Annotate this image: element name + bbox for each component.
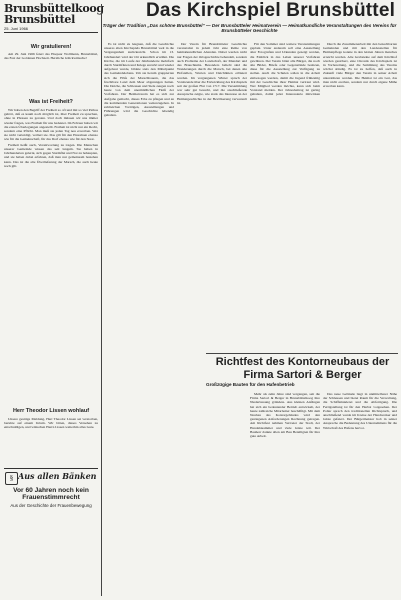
second-headline: Richtfest des Kontorneubaus der Firma Sartori & Berger xyxy=(215,356,390,381)
second-col-2 xyxy=(323,392,397,594)
main-col-3 xyxy=(250,42,320,352)
masthead-date: 25. Juni 1966 xyxy=(4,26,29,31)
main-col-3-text: Für den Sommer sind weitere Veranstaltungen geplant. Unter anderem soll eine Ausstellung alter Fotografien und Urkunden gezeigt werden, die Einblick in das Leben unserer Vorfahren gewähren. Der Verein bittet alle Bürger, die noch alte Bilder, Briefe oder Gegenstände besitzen, diese für die Ausstellung zur Verfügung zu stellen. Auch die Schulen sollen in die Arbeit einbezogen werden, damit die Jugend frühzeitig mit der Geschichte ihrer Heimat vertraut wird. Wer Mitglied werden möchte, kann sich beim Vorstand melden. Der Jahresbeitrag ist gering gehalten, damit jeder Interessierte mitwirken kann. xyxy=(250,42,320,101)
feature-box xyxy=(4,468,98,597)
brand-logo-icon: § xyxy=(5,472,18,485)
main-col-1 xyxy=(104,42,174,592)
masthead xyxy=(4,2,104,33)
second-col-2-text: Das neue Gebäude liegt in unmittelbarer Nähe der Schleusen und bietet Raum für die Verwaltung, die Schiffsmaklerei und die Abfertigung. Die Fertigstellung ist für den Herbst vorgesehen. Der Polier sprach den traditionellen Richtspruch, und anschließend wurde im Kreise der Handwerker und Gäste gefeiert. Der Bürgermeister hob in seiner Ansprache die Bedeutung des Unternehmens für die Wirtschaft des Hafens hervor. xyxy=(323,392,397,430)
main-col-1-text: Es ist nicht zu leugnen, daß die Geschichte unseres alten Kirchspiels Brunsbüttel weit in die Vergangenheit zurückreicht. Schon im 13. Jahrhundert wird der Ort urkundlich erwähnt. Die Kirche, die im Laufe der Jahrhunderte mehrfach durch Sturmfluten und Kriege zerstört und wieder aufgebaut wurde, bildete stets den Mittelpunkt des Gemeindelebens. Um sie herum gruppierten sich die Höfe der Marschbauern, die das fruchtbare Land dem Meer abgerungen hatten. Die Deiche, die Schleusen und Siele zeugen noch heute von dem unermüdlichen Fleiß der Vorfahren. Der Heimatverein hat es sich zur Aufgabe gemacht, dieses Erbe zu pflegen und an die kommenden Generationen weiterzugeben. In zahlreichen Vorträgen, Ausstellungen und Führungen wird die Geschichte lebendig gehalten. xyxy=(104,42,174,118)
masthead-rule xyxy=(4,32,98,33)
main-col-2 xyxy=(177,42,247,592)
feature-headline: Vor 60 Jahren noch kein Frauenstimmrecht xyxy=(13,487,89,502)
column-divider xyxy=(101,4,102,596)
second-lead: Großzügige Bauten für den Hafenbetrieb xyxy=(206,382,295,387)
second-col-1 xyxy=(250,392,320,594)
left-body-3: Unsere gestrige Meldung, Herr Theodor Lissen sei verstorben, beruhte auf einem Irrtum. Wir bitten, dieses Versehen zu entschuldigen, und wünschen Herrn Lissen weiterhin alles Gute. xyxy=(4,417,98,430)
main-headline: Das Kirchspiel Brunsbüttel xyxy=(146,0,396,21)
second-col-1-text: Mehr als zehn Jahre sind vergangen, seit die Firma Sartori & Berger in Brunsbüttelkoog ihre Niederlassung gründete. Aus kleinen Anfängen hat sich ein bedeutender Betrieb entwickelt, der heute zahlreiche Mitarbeiter beschäftigt. Mit dem Neubau des Kontorgebäudes wird den gestiegenen Anforderungen Rechnung getragen. Am Richtfest nahmen Vertreter der Stadt, der Handelskammer und viele Gäste teil. Der Bauherr dankte allen am Bau Beteiligten für ihre gute Arbeit. xyxy=(250,392,320,439)
left-para-1 xyxy=(4,52,98,94)
main-subheadline: Träger der Tradition „Das schöne Brunsbüttel“ — Der Brunsbütteler Heimatverein — Heimatkundliche Veranstaltungen des Vereins für Brunsbütteler Geschichte xyxy=(102,23,397,34)
main-col-2-text: Der Verein für Brunsbütteler Geschichte veranstaltet in jedem Jahr eine Reihe von heimatkundlichen Abenden. Dabei werden nicht nur Fragen der Ortsgeschichte behandelt, sondern auch Probleme der Landschaft, der Mundart und des Brauchtums. Besonders beliebt sind die Wanderungen durch die Marsch, bei denen alte Hofstellen, Wurten und Deichlinien erläutert werden. Im vergangenen Winter sprach der Vorsitzende über die Entwicklung des Kirchspiels seit der großen Flut von 1717. Die Versammlung war sehr gut besucht, und die anschließende Aussprache zeigte, wie stark das Interesse an der Heimatgeschichte in der Bevölkerung verwurzelt ist. xyxy=(177,42,247,105)
kicker-freedom: Was ist Freiheit? xyxy=(29,99,73,105)
feature-subline: Aus der Geschichte der Frauenbewegung xyxy=(10,502,92,508)
left-para-1-text: Am 29. Juni 1966 feiert das Ehepaar Wollmann, Brunsbüttel, das Fest der Goldenen Hochzeit. Herzliche Glückwünsche! xyxy=(4,52,98,61)
kicker-congratulations: Wir gratulieren! xyxy=(30,44,72,50)
left-body-lissen xyxy=(4,417,98,465)
masthead-line2: Brunsbüttel xyxy=(4,13,76,26)
left-body-2: Freiheit heißt auch, Verantwortung zu tragen. Die Menschen unserer Gemeinde wissen das seit langem. Sie haben in Jahrhunderten gelernt, sich gegen Sturmflut und Not zu behaupten, und sie haben dabei erfahren, daß man nur gemeinsam bestehen kann. Das ist die alte Überlieferung der Marsch, die auch heute noch gilt. xyxy=(4,142,98,168)
main-col-4 xyxy=(323,42,397,352)
kicker-lissen: Herr Theodor Lissen wohlauf xyxy=(12,408,90,414)
left-body-1: Wir haben den Begriff der Freiheit so oft und mit so viel Pathos gehört, daß es kaum noch möglich ist, über Freiheit zu sprechen, ohne in Phrasen zu geraten. Und doch müssen wir uns immer wieder fragen, was Freiheit für uns bedeutet. Im Februar haben wir die ersten Überlegungen angestellt. Freiheit ist nicht nur ein Recht, sondern eine Pflicht. Man muß sie jeden Tag neu erwerben. Wer sie nicht verteidigt, verliert sie. Das gilt für den Einzelnen ebenso wie für die Gemeinschaft, für das Dorf ebenso wie für den Staat. xyxy=(4,108,98,142)
left-body xyxy=(4,108,98,404)
masthead-line1: Brunsbüttelkoog xyxy=(4,2,104,15)
main-col-4-text: Durch die Zusammenarbeit mit den benachbarten Gemeinden und mit den Landesstellen für Heimatpflege konnte in den letzten Jahren manches erreicht werden. Alte Grabsteine auf dem Kirchhof wurden gesichert, eine Chronik des Kirchspiels ist in Vorbereitung, und die Sammlung des Vereins wächst ständig. Es ist zu hoffen, daß auch in Zukunft viele Bürger den Verein in seiner Arbeit unterstützen werden. Die Heimat ist ein Gut, das man nicht ererben, sondern nur durch eigene Mühe erwerben kann. xyxy=(323,42,397,89)
article-rule xyxy=(206,353,398,354)
feature-brand: Aus allen Bänken xyxy=(18,471,97,481)
